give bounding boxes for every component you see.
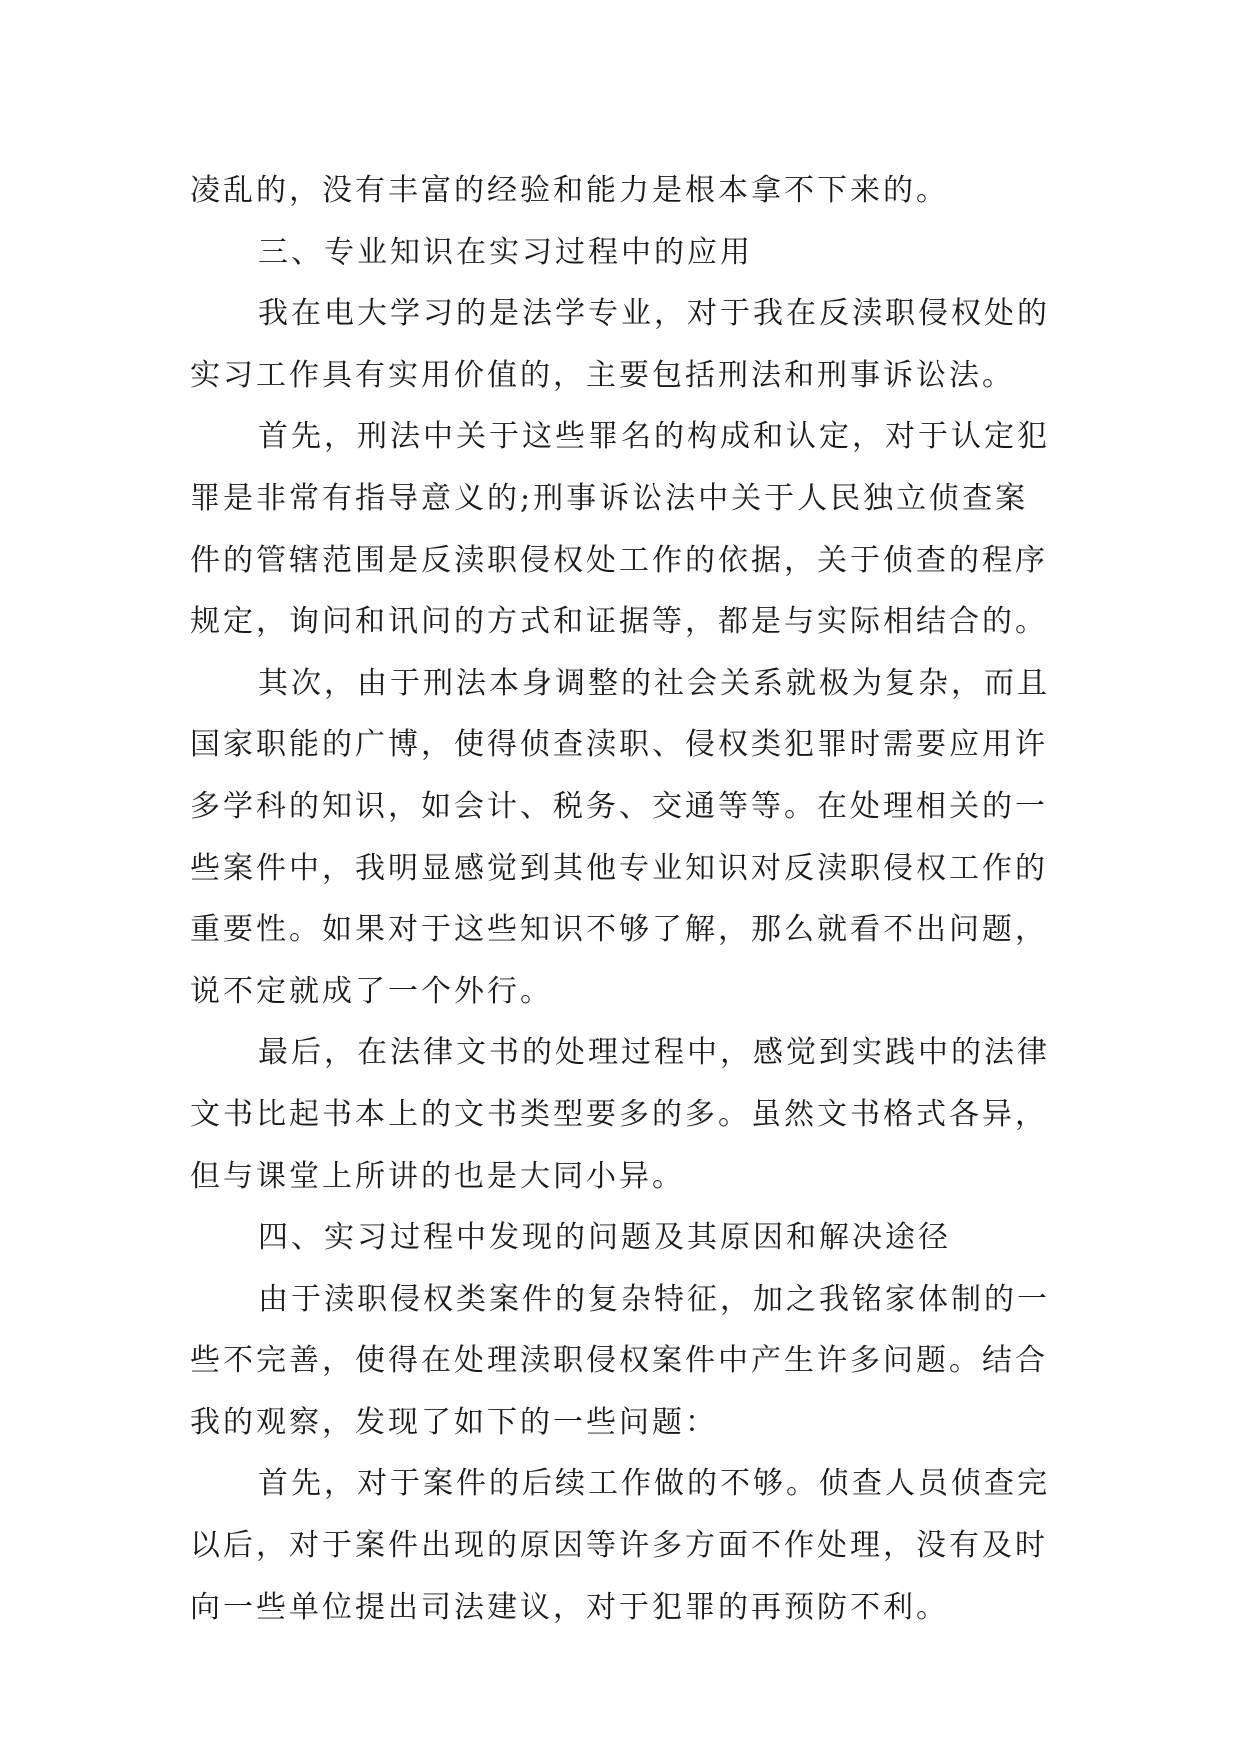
text-line: 首先，对于案件的后续工作做的不够。侦查人员侦查完 [258, 1466, 1050, 1502]
text-line: 重要性。如果对于这些知识不够了解，那么就看不出问题， [190, 912, 1048, 948]
text-line: 些不完善，使得在处理渎职侵权案件中产生许多问题。结合 [190, 1343, 1048, 1379]
text-line: 我在电大学习的是法学专业，对于我在反渎职侵权处的 [258, 296, 1050, 332]
text-line: 说不定就成了一个外行。 [190, 973, 553, 1009]
text-line: 多学科的知识，如会计、税务、交通等等。在处理相关的一 [190, 788, 1048, 824]
text-line: 实习工作具有实用价值的，主要包括刑法和刑事诉讼法。 [190, 357, 1015, 393]
text-line: 最后，在法律文书的处理过程中，感觉到实践中的法律 [258, 1035, 1050, 1071]
text-line: 规定，询问和讯问的方式和证据等，都是与实际相结合的。 [190, 604, 1048, 640]
text-line: 其次，由于刑法本身调整的社会关系就极为复杂，而且 [258, 665, 1050, 701]
text-line: 罪是非常有指导意义的;刑事诉讼法中关于人民独立侦查案 [190, 480, 1029, 516]
text-line: 件的管辖范围是反渎职侵权处工作的依据，关于侦查的程序 [190, 542, 1048, 578]
text-line: 我的观察，发现了如下的一些问题： [190, 1404, 718, 1440]
text-line: 三、专业知识在实习过程中的应用 [258, 234, 753, 270]
text-line: 由于渎职侵权类案件的复杂特征，加之我铭家体制的一 [258, 1281, 1050, 1317]
text-line: 以后，对于案件出现的原因等许多方面不作处理，没有及时 [190, 1528, 1048, 1564]
text-line: 但与课堂上所讲的也是大同小异。 [190, 1158, 685, 1194]
text-line: 向一些单位提出司法建议，对于犯罪的再预防不利。 [190, 1589, 949, 1625]
text-line: 文书比起书本上的文书类型要多的多。虽然文书格式各异， [190, 1096, 1048, 1132]
text-line: 些案件中，我明显感觉到其他专业知识对反渎职侵权工作的 [190, 850, 1048, 886]
document-body [190, 160, 1070, 1638]
text-line: 凌乱的，没有丰富的经验和能力是根本拿不下来的。 [190, 173, 949, 208]
text-line: 国家职能的广博，使得侦查渎职、侵权类犯罪时需要应用许 [190, 727, 1048, 763]
text-line: 首先，刑法中关于这些罪名的构成和认定，对于认定犯 [258, 419, 1050, 455]
text-line: 四、实习过程中发现的问题及其原因和解决途径 [258, 1220, 951, 1256]
